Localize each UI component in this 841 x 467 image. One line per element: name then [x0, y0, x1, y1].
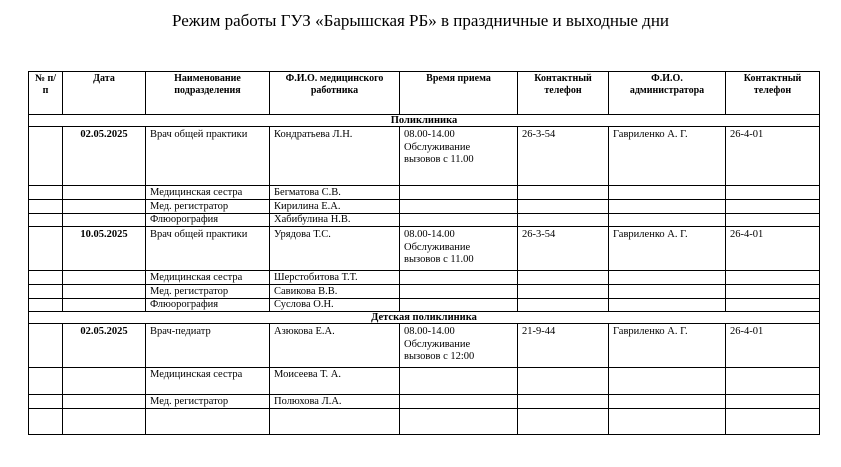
cell-worker: Бегматова С.В.	[270, 186, 400, 200]
time-line: 08.00-14.00	[404, 129, 455, 140]
cell-time	[400, 127, 518, 186]
cell-worker: Полюхова Л.А.	[270, 395, 400, 409]
cell-date	[63, 271, 146, 285]
time-line: вызовов с 11.00	[404, 254, 474, 265]
cell-date: 02.05.2025	[63, 127, 146, 186]
header-phone: Контактный телефон	[518, 72, 609, 115]
cell-time	[400, 368, 518, 395]
cell-admin	[609, 214, 726, 227]
cell-department	[146, 409, 270, 435]
table-row	[29, 395, 820, 409]
cell-num	[29, 409, 63, 435]
cell-admin-phone	[726, 271, 820, 285]
time-line: Обслуживание	[404, 338, 471, 350]
cell-worker: Суслова О.Н.	[270, 299, 400, 312]
cell-phone	[518, 395, 609, 409]
section-polyclinic: Поликлиника	[29, 115, 820, 127]
cell-admin-phone: 26-4-01	[726, 127, 820, 186]
header-admin: Ф.И.О. администратора	[609, 72, 726, 115]
cell-date	[63, 214, 146, 227]
table-row	[29, 285, 820, 299]
cell-admin	[609, 299, 726, 312]
header-num: № п/п	[29, 72, 63, 115]
cell-admin-phone	[726, 186, 820, 200]
cell-time	[400, 186, 518, 200]
table-row	[29, 299, 820, 312]
cell-phone: 26-3-54	[518, 127, 609, 186]
cell-admin	[609, 271, 726, 285]
cell-admin	[609, 186, 726, 200]
cell-phone	[518, 186, 609, 200]
time-line: вызовов с 12:00	[404, 351, 475, 362]
cell-worker: Азюкова Е.А.	[270, 324, 400, 368]
cell-num	[29, 186, 63, 200]
table-row	[29, 409, 820, 435]
table-row	[29, 186, 820, 200]
cell-department: Мед. регистратор	[146, 200, 270, 214]
schedule-table	[28, 71, 820, 435]
cell-admin	[609, 200, 726, 214]
cell-admin-phone: 26-4-01	[726, 324, 820, 368]
cell-phone: 26-3-54	[518, 227, 609, 271]
cell-admin-phone	[726, 368, 820, 395]
header-time: Время приема	[400, 72, 518, 115]
cell-num	[29, 271, 63, 285]
section-row	[29, 115, 820, 127]
cell-department: Мед. регистратор	[146, 285, 270, 299]
cell-worker: Моисеева Т. А.	[270, 368, 400, 395]
cell-admin-phone	[726, 395, 820, 409]
cell-time	[400, 395, 518, 409]
cell-phone: 21-9-44	[518, 324, 609, 368]
cell-num	[29, 127, 63, 186]
cell-num	[29, 395, 63, 409]
cell-date	[63, 299, 146, 312]
cell-worker: Кирилина Е.А.	[270, 200, 400, 214]
cell-admin: Гавриленко А. Г.	[609, 127, 726, 186]
cell-admin	[609, 409, 726, 435]
cell-admin: Гавриленко А. Г.	[609, 227, 726, 271]
cell-time	[400, 200, 518, 214]
table-row	[29, 214, 820, 227]
cell-phone	[518, 200, 609, 214]
cell-num	[29, 299, 63, 312]
cell-worker: Савикова В.В.	[270, 285, 400, 299]
cell-time	[400, 271, 518, 285]
cell-department: Медицинская сестра	[146, 186, 270, 200]
cell-date	[63, 368, 146, 395]
table-row	[29, 368, 820, 395]
cell-date: 10.05.2025	[63, 227, 146, 271]
table-row	[29, 127, 820, 186]
cell-num	[29, 214, 63, 227]
header-row	[29, 72, 820, 115]
cell-admin: Гавриленко А. Г.	[609, 324, 726, 368]
cell-worker: Кондратьева Л.Н.	[270, 127, 400, 186]
cell-date	[63, 409, 146, 435]
cell-phone	[518, 368, 609, 395]
cell-admin-phone	[726, 214, 820, 227]
section-children: Детская поликлиника	[29, 312, 820, 324]
table-row	[29, 227, 820, 271]
cell-admin	[609, 368, 726, 395]
section-row	[29, 312, 820, 324]
time-line: 08.00-14.00	[404, 229, 455, 240]
cell-date	[63, 200, 146, 214]
cell-admin	[609, 285, 726, 299]
cell-date	[63, 285, 146, 299]
cell-time	[400, 214, 518, 227]
cell-department: Мед. регистратор	[146, 395, 270, 409]
cell-admin-phone	[726, 409, 820, 435]
table-row	[29, 324, 820, 368]
cell-num	[29, 285, 63, 299]
cell-num	[29, 368, 63, 395]
cell-admin-phone	[726, 299, 820, 312]
cell-admin	[609, 395, 726, 409]
cell-time	[400, 409, 518, 435]
header-worker: Ф.И.О. медицинского работника	[270, 72, 400, 115]
cell-phone	[518, 299, 609, 312]
cell-admin-phone: 26-4-01	[726, 227, 820, 271]
cell-worker: Хабибулина Н.В.	[270, 214, 400, 227]
cell-admin-phone	[726, 200, 820, 214]
cell-department: Флюорография	[146, 299, 270, 312]
cell-date	[63, 186, 146, 200]
cell-department: Врач общей практики	[146, 127, 270, 186]
time-line: 08.00-14.00	[404, 326, 455, 337]
table-row	[29, 271, 820, 285]
cell-time	[400, 227, 518, 271]
cell-num	[29, 227, 63, 271]
cell-phone	[518, 409, 609, 435]
header-department: Наименование подразделения	[146, 72, 270, 115]
cell-phone	[518, 271, 609, 285]
cell-time	[400, 299, 518, 312]
time-line: Обслуживание	[404, 241, 471, 253]
cell-num	[29, 324, 63, 368]
time-line: вызовов с 11.00	[404, 154, 474, 165]
cell-department: Медицинская сестра	[146, 271, 270, 285]
cell-date: 02.05.2025	[63, 324, 146, 368]
header-admin-phone: Контактный телефон	[726, 72, 820, 115]
time-line: Обслуживание	[404, 141, 471, 153]
table-row	[29, 200, 820, 214]
cell-phone	[518, 214, 609, 227]
cell-date	[63, 395, 146, 409]
cell-worker: Урядова Т.С.	[270, 227, 400, 271]
cell-num	[29, 200, 63, 214]
cell-department: Медицинская сестра	[146, 368, 270, 395]
cell-department: Врач-педиатр	[146, 324, 270, 368]
page-title: Режим работы ГУЗ «Барышская РБ» в праздничные и выходные дни	[171, 11, 670, 30]
cell-worker: Шерстобитова Т.Т.	[270, 271, 400, 285]
header-date: Дата	[63, 72, 146, 115]
cell-admin-phone	[726, 285, 820, 299]
cell-department: Врач общей практики	[146, 227, 270, 271]
cell-phone	[518, 285, 609, 299]
cell-department: Флюорография	[146, 214, 270, 227]
cell-time	[400, 285, 518, 299]
cell-time	[400, 324, 518, 368]
cell-worker	[270, 409, 400, 435]
